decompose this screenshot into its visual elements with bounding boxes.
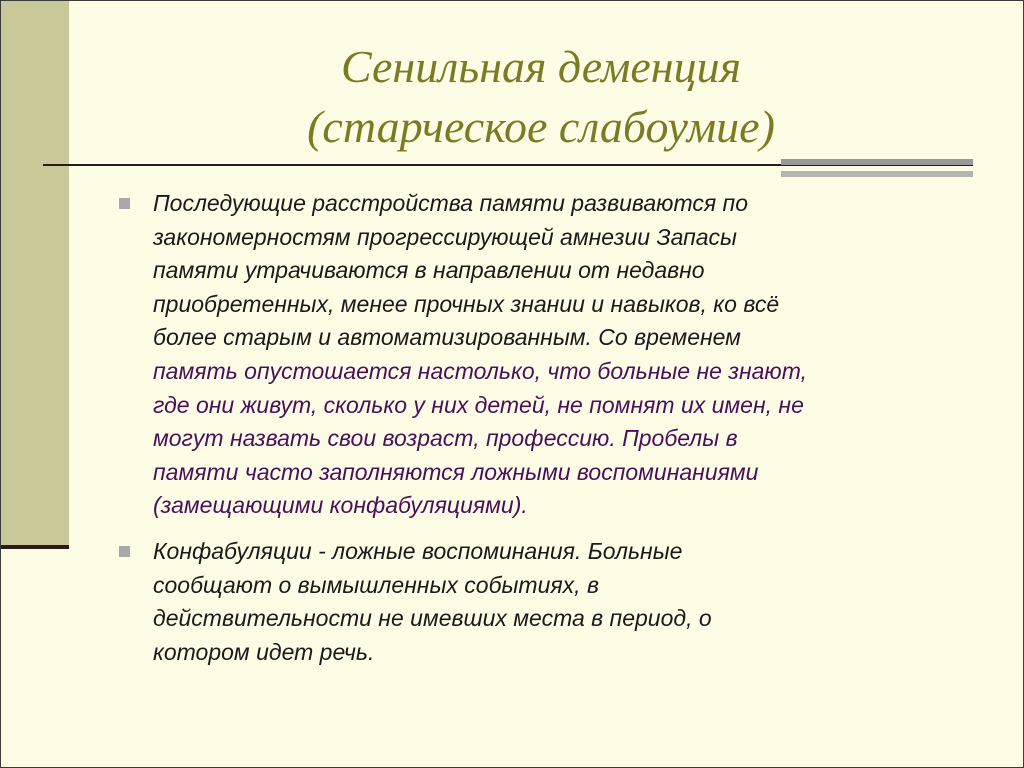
bullet-text-line: где они живут, сколько у них детей, не помнят их имен, не [153,391,804,418]
slide-title [161,37,921,157]
title-divider-accent [781,159,973,165]
side-accent-bar-edge [1,545,69,549]
bullet-text-line: котором идет речь. [153,638,375,665]
side-accent-bar [1,1,69,549]
title-divider-accent-lower [781,171,973,177]
bullet-text-line: действительности не имевших места в период, о [153,605,712,632]
slide-body [115,187,985,681]
bullet-text-line: Конфабуляции - ложные воспоминания. Больные [153,537,683,564]
slide-title-line-2: (старческое слабоумие) [307,101,775,152]
bullet-item [115,535,985,669]
slide-title-line-1: Сенильная деменция [340,41,741,92]
bullet-text-line: сообщают о вымышленных событиях, в [153,571,599,598]
bullet-text-line: (замещающими конфабуляциями). [153,492,528,519]
bullet-text-line: могут назвать свои возраст, профессию. Пробелы в [153,425,738,452]
bullet-text-line: Последующие расстройства памяти развиваются по [153,190,748,216]
bullet-text-line: памяти утрачиваются в направлении от недавно [153,257,705,284]
bullet-text-line: закономерностям прогрессирующей амнезии Запасы [153,223,737,250]
bullet-square-icon [119,546,130,557]
bullet-square-icon [119,198,130,209]
bullet-text-line: приобретенных, менее прочных знании и навыков, ко всё [153,290,780,317]
bullet-text-line: память опустошается настолько, что больные не знают, [153,357,808,384]
bullet-item [115,187,985,523]
bullet-text-line: памяти часто заполняются ложными воспоминаниями [153,458,759,485]
bullet-text-line: более старым и автоматизированным. Со временем [153,324,741,351]
